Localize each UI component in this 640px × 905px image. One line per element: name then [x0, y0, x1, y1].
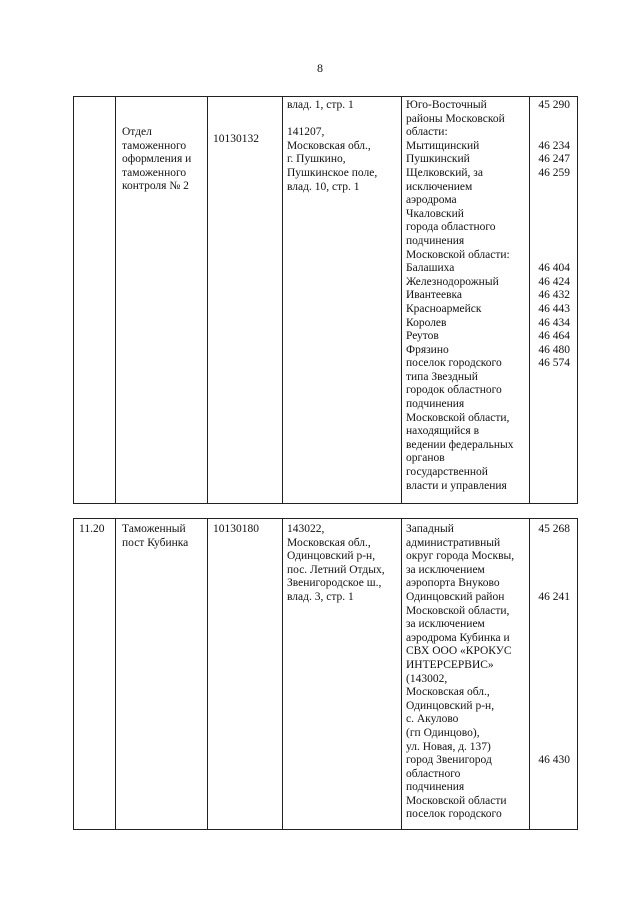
oktmo-code: 46 247 [538, 153, 570, 166]
column-divider [282, 519, 283, 829]
oktmo-code [530, 235, 570, 249]
oktmo-code: 46 430 [538, 754, 570, 767]
oktmo-code [530, 605, 570, 619]
oktmo-code [530, 249, 570, 263]
oktmo-code [530, 632, 570, 646]
oktmo-code: 46 404 [538, 262, 570, 275]
jurisdiction-regions: Западный административный округ города Москвы, за исключением аэропорта Внуково Одинцовский район Московской области, за исключением аэродрома Кубинка и СВХ ООО «КРОКУС ИНТЕРСЕРВИС» (143002, Московская обл., Одинцовский р-н, с. Акулово (гп Одинцово), ул. Новая, д. 137) город Звенигород областного подчинения Московской области поселок городского [406, 523, 515, 821]
oktmo-code: 46 464 [538, 330, 570, 343]
oktmo-code [530, 727, 570, 741]
oktmo-code [530, 550, 570, 564]
column-divider [115, 97, 116, 503]
oktmo-code [530, 126, 570, 140]
oktmo-code: 46 234 [538, 139, 570, 152]
office-address: 143022, Московская обл., Одинцовский р-н, пос. Летний Отдых, Звенигородское ш., влад. 3, стр. 1 [287, 523, 385, 603]
oktmo-code [530, 700, 570, 714]
oktmo-code [530, 577, 570, 591]
oktmo-code [530, 564, 570, 578]
column-divider [401, 519, 402, 829]
oktmo-code: 46 574 [538, 357, 570, 370]
oktmo-code: 46 480 [538, 343, 570, 356]
oktmo-code [530, 194, 570, 208]
jurisdiction-regions: Юго-Восточный районы Московской области: Мытищинский Пушкинский Щелковский, за исключением аэродрома Чкаловский города областного подчинения Московской области: Балашиха Железнодорожный Ивантеевка Красноармейск Королев Реутов Фрязино поселок городского типа Звездный городок областного подчинения Московской области, находящийся в ведении федеральных органов государственной власти и управления [406, 99, 514, 492]
oktmo-code: 46 424 [538, 275, 570, 288]
oktmo-code [530, 221, 570, 235]
row-number: 11.20 [79, 523, 105, 535]
oktmo-codes [530, 99, 570, 371]
oktmo-code: 45 268 [538, 523, 570, 535]
column-divider [115, 519, 116, 829]
oktmo-code [530, 713, 570, 727]
oktmo-code [530, 181, 570, 195]
office-name: Отдел таможенного оформления и таможенного контроля № 2 [122, 126, 192, 193]
column-divider [207, 519, 208, 829]
office-name: Таможенный пост Кубинка [122, 523, 189, 549]
column-divider [282, 97, 283, 503]
oktmo-code: 46 434 [538, 316, 570, 329]
oktmo-codes [530, 523, 570, 768]
oktmo-code [530, 673, 570, 687]
oktmo-code: 46 241 [538, 590, 570, 603]
table-section-1 [73, 96, 578, 504]
oktmo-code [530, 537, 570, 551]
office-code: 10130180 [213, 523, 259, 535]
oktmo-code: 46 432 [538, 289, 570, 302]
column-divider [207, 97, 208, 503]
oktmo-code [530, 659, 570, 673]
oktmo-code [530, 686, 570, 700]
column-divider [401, 97, 402, 503]
table-section-2 [73, 518, 578, 830]
oktmo-code: 46 259 [538, 166, 570, 179]
oktmo-code [530, 208, 570, 222]
oktmo-code [530, 618, 570, 632]
oktmo-code [530, 645, 570, 659]
oktmo-code: 45 290 [538, 99, 570, 111]
office-address: влад. 1, стр. 1 141207, Московская обл., г. Пушкино, Пушкинское поле, влад. 10, стр. 1 [287, 99, 378, 193]
oktmo-code [530, 113, 570, 127]
office-code: 10130132 [213, 133, 259, 145]
oktmo-code: 46 443 [538, 302, 570, 315]
oktmo-code [530, 741, 570, 755]
page-number: 8 [317, 61, 323, 75]
